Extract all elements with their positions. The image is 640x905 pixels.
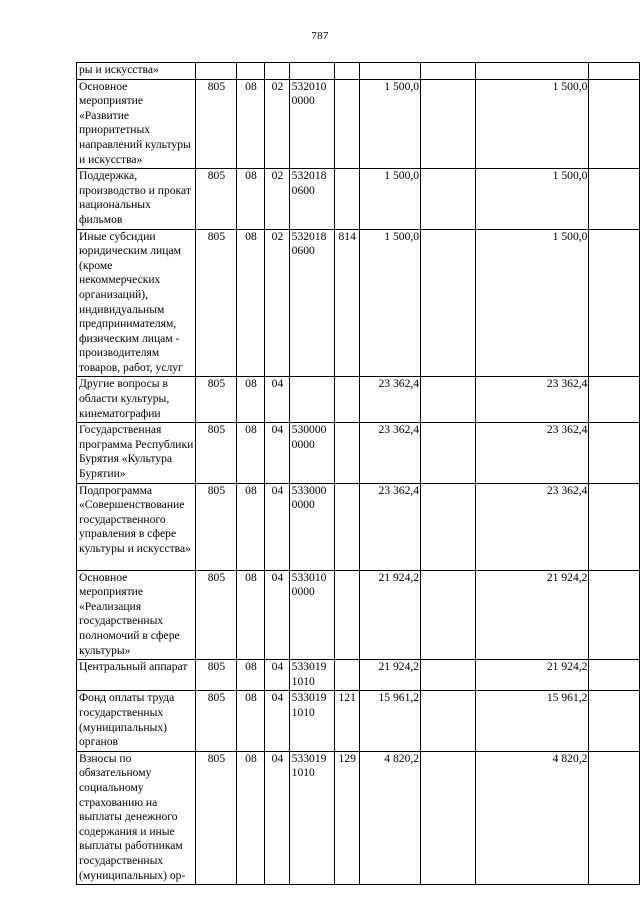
target-article-code: 530000 0000 <box>289 423 334 483</box>
amount-col3: 1 500,0 <box>475 229 589 377</box>
expense-type-code <box>334 660 359 691</box>
item-name: Основное мероприятие «Развитие приоритетных направлений культуры и искусства» <box>77 79 196 169</box>
amount-col2 <box>421 63 476 80</box>
amount-col2 <box>421 79 476 169</box>
section-code: 08 <box>236 377 265 423</box>
admin-code: 805 <box>196 691 236 751</box>
target-article-code: 532010 0000 <box>289 79 334 169</box>
amount-total: 23 362,4 <box>359 423 420 483</box>
item-name: Подпрограмма «Совершенствование государственного управления в сфере культуры и искусства» <box>77 483 196 570</box>
item-name: Поддержка, производство и прокат национальных фильмов <box>77 169 196 229</box>
amount-col2 <box>421 377 476 423</box>
admin-code: 805 <box>196 570 236 660</box>
item-name: Другие вопросы в области культуры, кинематографии <box>77 377 196 423</box>
section-code: 08 <box>236 79 265 169</box>
target-article-code <box>289 63 334 80</box>
table-row <box>77 751 640 884</box>
table-row <box>77 63 640 80</box>
admin-code: 805 <box>196 660 236 691</box>
amount-total: 21 924,2 <box>359 660 420 691</box>
amount-total <box>359 63 420 80</box>
amount-col4 <box>589 169 640 229</box>
amount-col3: 1 500,0 <box>475 79 589 169</box>
target-article-code: 533019 1010 <box>289 660 334 691</box>
amount-col4 <box>589 691 640 751</box>
amount-col4 <box>589 377 640 423</box>
amount-col2 <box>421 483 476 570</box>
amount-col4 <box>589 63 640 80</box>
item-name: Иные субсидии юридическим лицам (кроме некоммерческих организаций), индивидуальным предпринимателям, физическим лицам - производителям товаров, работ, услуг <box>77 229 196 377</box>
amount-col4 <box>589 751 640 884</box>
item-name: Фонд оплаты труда государственных (муниципальных) органов <box>77 691 196 751</box>
item-name: Центральный аппарат <box>77 660 196 691</box>
admin-code: 805 <box>196 423 236 483</box>
budget-table <box>76 62 640 885</box>
admin-code: 805 <box>196 169 236 229</box>
amount-col4 <box>589 660 640 691</box>
amount-total: 1 500,0 <box>359 79 420 169</box>
amount-col3: 23 362,4 <box>475 483 589 570</box>
table-row <box>77 79 640 169</box>
table-row <box>77 377 640 423</box>
target-article-code: 533000 0000 <box>289 483 334 570</box>
amount-col3: 23 362,4 <box>475 377 589 423</box>
amount-col2 <box>421 660 476 691</box>
expense-type-code <box>334 169 359 229</box>
admin-code: 805 <box>196 229 236 377</box>
table-body <box>77 63 640 885</box>
amount-col2 <box>421 570 476 660</box>
section-code <box>236 63 265 80</box>
page-number: 787 <box>311 30 329 42</box>
amount-total: 1 500,0 <box>359 229 420 377</box>
item-name: Основное мероприятие «Реализация государственных полномочий в сфере культуры» <box>77 570 196 660</box>
target-article-code: 532018 0600 <box>289 169 334 229</box>
target-article-code: 533019 1010 <box>289 751 334 884</box>
admin-code <box>196 63 236 80</box>
subsection-code: 02 <box>265 169 289 229</box>
subsection-code: 04 <box>265 483 289 570</box>
amount-col4 <box>589 229 640 377</box>
amount-total: 1 500,0 <box>359 169 420 229</box>
section-code: 08 <box>236 483 265 570</box>
subsection-code: 04 <box>265 751 289 884</box>
expense-type-code <box>334 63 359 80</box>
amount-col2 <box>421 423 476 483</box>
amount-total: 21 924,2 <box>359 570 420 660</box>
subsection-code: 02 <box>265 229 289 377</box>
subsection-code: 02 <box>265 79 289 169</box>
table-row <box>77 423 640 483</box>
amount-col3 <box>475 63 589 80</box>
table-row <box>77 660 640 691</box>
admin-code: 805 <box>196 79 236 169</box>
expense-type-code <box>334 79 359 169</box>
item-name: ры и искусства» <box>77 63 196 80</box>
section-code: 08 <box>236 691 265 751</box>
subsection-code: 04 <box>265 570 289 660</box>
expense-type-code <box>334 570 359 660</box>
subsection-code: 04 <box>265 377 289 423</box>
admin-code: 805 <box>196 751 236 884</box>
target-article-code: 533019 1010 <box>289 691 334 751</box>
subsection-code: 04 <box>265 691 289 751</box>
item-name: Государственная программа Республики Бурятия «Культура Бурятии» <box>77 423 196 483</box>
section-code: 08 <box>236 423 265 483</box>
amount-col3: 15 961,2 <box>475 691 589 751</box>
section-code: 08 <box>236 229 265 377</box>
amount-total: 15 961,2 <box>359 691 420 751</box>
table-row <box>77 691 640 751</box>
target-article-code: 532018 0600 <box>289 229 334 377</box>
expense-type-code: 814 <box>334 229 359 377</box>
amount-col2 <box>421 229 476 377</box>
table-row <box>77 229 640 377</box>
admin-code: 805 <box>196 377 236 423</box>
amount-col3: 21 924,2 <box>475 660 589 691</box>
table-row <box>77 570 640 660</box>
amount-col2 <box>421 751 476 884</box>
expense-type-code: 121 <box>334 691 359 751</box>
subsection-code: 04 <box>265 660 289 691</box>
expense-type-code: 129 <box>334 751 359 884</box>
section-code: 08 <box>236 169 265 229</box>
section-code: 08 <box>236 660 265 691</box>
target-article-code <box>289 377 334 423</box>
amount-col4 <box>589 423 640 483</box>
section-code: 08 <box>236 570 265 660</box>
target-article-code: 533010 0000 <box>289 570 334 660</box>
expense-type-code <box>334 483 359 570</box>
table-row <box>77 483 640 570</box>
admin-code: 805 <box>196 483 236 570</box>
section-code: 08 <box>236 751 265 884</box>
amount-col2 <box>421 691 476 751</box>
subsection-code: 04 <box>265 423 289 483</box>
amount-col3: 23 362,4 <box>475 423 589 483</box>
item-name: Взносы по обязательному социальному страхованию на выплаты денежного содержания и иные выплаты работникам государственных (муниципальных) ор- <box>77 751 196 884</box>
amount-col3: 4 820,2 <box>475 751 589 884</box>
amount-col4 <box>589 483 640 570</box>
amount-total: 4 820,2 <box>359 751 420 884</box>
amount-col3: 21 924,2 <box>475 570 589 660</box>
amount-col4 <box>589 79 640 169</box>
amount-col4 <box>589 570 640 660</box>
expense-type-code <box>334 377 359 423</box>
subsection-code <box>265 63 289 80</box>
table-row <box>77 169 640 229</box>
expense-type-code <box>334 423 359 483</box>
amount-total: 23 362,4 <box>359 377 420 423</box>
amount-col2 <box>421 169 476 229</box>
amount-total: 23 362,4 <box>359 483 420 570</box>
amount-col3: 1 500,0 <box>475 169 589 229</box>
